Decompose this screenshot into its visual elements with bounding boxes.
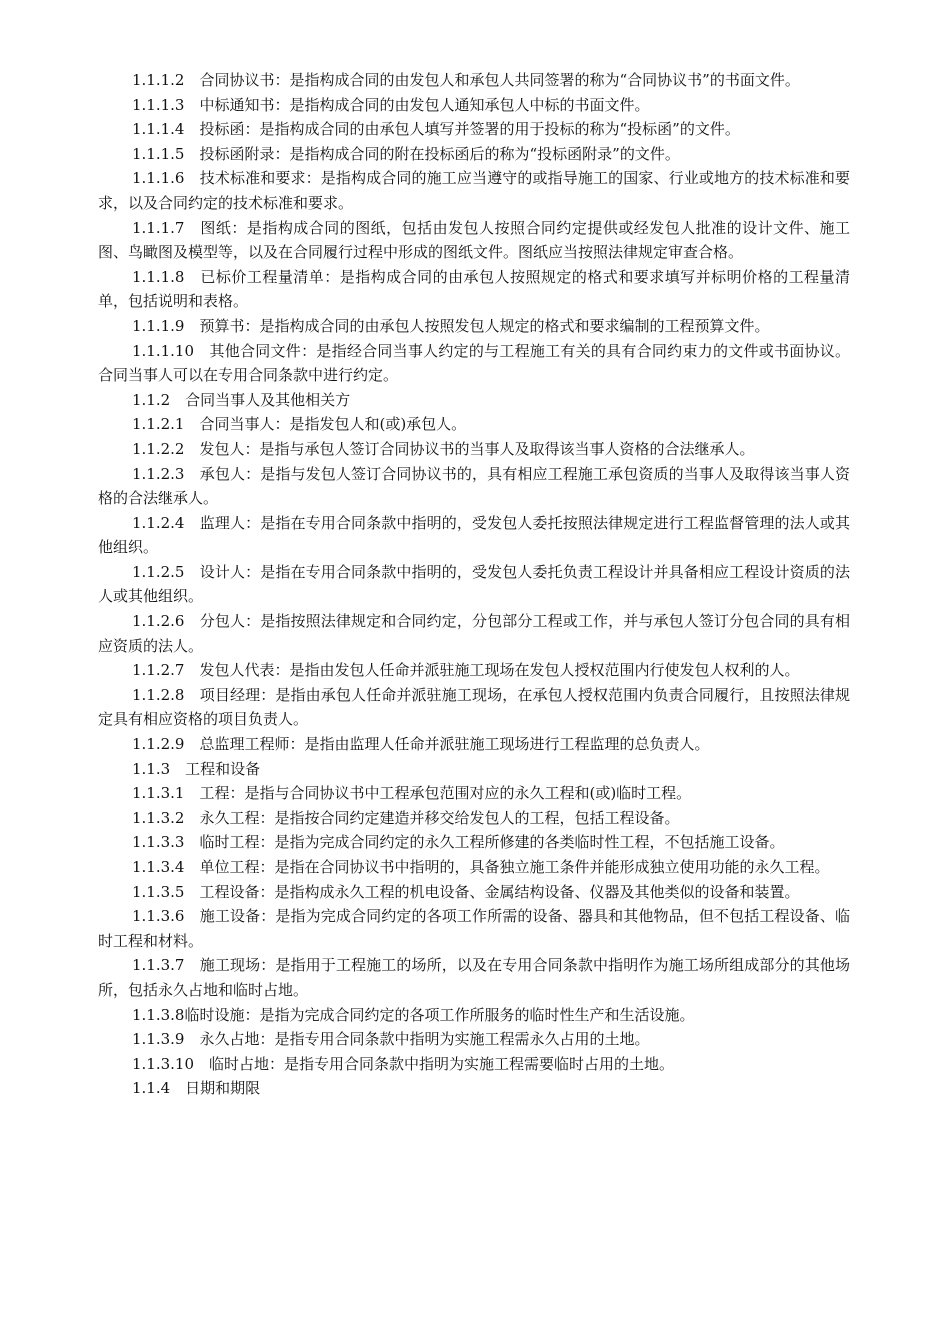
clause-1-1-3-1: 1.1.3.1 工程：是指与合同协议书中工程承包范围对应的永久工程和(或)临时工程。 [132, 784, 692, 803]
clause-1-1-2-7: 1.1.2.7 发包人代表：是指由发包人任命并派驻施工现场在发包人授权范围内行使发包人权利的人。 [132, 661, 800, 680]
clause-1-1-2-5: 1.1.2.5 设计人：是指在专用合同条款中指明的，受发包人委托负责工程设计并具备相应工程设计资质的法人或其他组织。 [98, 562, 850, 606]
clause-1-1-2-3: 1.1.2.3 承包人：是指与发包人签订合同协议书的，具有相应工程施工承包资质的当事人及取得该当事人资格的合法继承人。 [98, 464, 850, 508]
clause-1-1-3-9: 1.1.3.9 永久占地：是指专用合同条款中指明为实施工程需永久占用的土地。 [132, 1030, 650, 1049]
clause-1-1-1-9: 1.1.1.9 预算书：是指构成合同的由承包人按照发包人规定的格式和要求编制的工程预算文件。 [132, 316, 770, 335]
clause-1-1-3-5: 1.1.3.5 工程设备：是指构成永久工程的机电设备、金属结构设备、仪器及其他类似的设备和装置。 [132, 882, 800, 901]
clause-1-1-3-2: 1.1.3.2 永久工程：是指按合同约定建造并移交给发包人的工程，包括工程设备。 [132, 808, 680, 827]
clause-1-1-1-4: 1.1.1.4 投标函：是指构成合同的由承包人填写并签署的用于投标的称为“投标函”的文件。 [132, 120, 740, 139]
clause-1-1-2-2: 1.1.2.2 发包人：是指与承包人签订合同协议书的当事人及取得该当事人资格的合法继承人。 [132, 439, 755, 458]
section-heading-1-1-2: 1.1.2 合同当事人及其他相关方 [132, 390, 351, 409]
clause-1-1-1-10: 1.1.1.10 其他合同文件：是指经合同当事人约定的与工程施工有关的具有合同约束力的文件或书面协议。合同当事人可以在专用合同条款中进行约定。 [98, 341, 850, 385]
clause-1-1-2-4: 1.1.2.4 监理人：是指在专用合同条款中指明的，受发包人委托按照法律规定进行工程监督管理的法人或其他组织。 [98, 513, 850, 557]
clause-1-1-3-10: 1.1.3.10 临时占地：是指专用合同条款中指明为实施工程需要临时占用的土地。 [132, 1054, 675, 1073]
clause-1-1-1-8: 1.1.1.8 已标价工程量清单：是指构成合同的由承包人按照规定的格式和要求填写并标明价格的工程量清单，包括说明和表格。 [98, 267, 850, 311]
document-page [98, 68, 850, 1101]
clause-1-1-1-7: 1.1.1.7 图纸：是指构成合同的图纸，包括由发包人按照合同约定提供或经发包人批准的设计文件、施工图、鸟瞰图及模型等，以及在合同履行过程中形成的图纸文件。图纸应当按照法律规定审查合格。 [98, 218, 850, 262]
section-heading-1-1-3: 1.1.3 工程和设备 [132, 759, 261, 778]
clause-1-1-3-3: 1.1.3.3 临时工程：是指为完成合同约定的永久工程所修建的各类临时性工程，不包括施工设备。 [132, 833, 785, 852]
clause-1-1-1-6: 1.1.1.6 技术标准和要求：是指构成合同的施工应当遵守的或指导施工的国家、行业或地方的技术标准和要求，以及合同约定的技术标准和要求。 [98, 169, 850, 212]
clause-1-1-1-3: 1.1.1.3 中标通知书：是指构成合同的由发包人通知承包人中标的书面文件。 [132, 95, 650, 114]
clause-1-1-2-6: 1.1.2.6 分包人：是指按照法律规定和合同约定，分包部分工程或工作，并与承包人签订分包合同的具有相应资质的法人。 [98, 612, 850, 655]
clause-1-1-2-1: 1.1.2.1 合同当事人：是指发包人和(或)承包人。 [132, 415, 467, 434]
clause-1-1-3-8: 1.1.3.8临时设施：是指为完成合同约定的各项工作所服务的临时性生产和生活设施。 [132, 1005, 695, 1024]
clause-1-1-1-2: 1.1.1.2 合同协议书：是指构成合同的由发包人和承包人共同签署的称为“合同协议书”的书面文件。 [132, 71, 800, 89]
clause-1-1-3-7: 1.1.3.7 施工现场：是指用于工程施工的场所，以及在专用合同条款中指明作为施工场所组成部分的其他场所，包括永久占地和临时占地。 [98, 956, 850, 999]
clause-1-1-1-5: 1.1.1.5 投标函附录：是指构成合同的附在投标函后的称为“投标函附录”的文件。 [132, 144, 680, 163]
clause-1-1-2-8: 1.1.2.8 项目经理：是指由承包人任命并派驻施工现场，在承包人授权范围内负责合同履行，且按照法律规定具有相应资格的项目负责人。 [98, 685, 850, 729]
section-heading-1-1-4: 1.1.4 日期和期限 [132, 1079, 261, 1098]
clause-1-1-2-9: 1.1.2.9 总监理工程师：是指由监理人任命并派驻施工现场进行工程监理的总负责人。 [132, 735, 710, 754]
clause-1-1-3-6: 1.1.3.6 施工设备：是指为完成合同约定的各项工作所需的设备、器具和其他物品，但不包括工程设备、临时工程和材料。 [98, 907, 850, 950]
clause-1-1-3-4: 1.1.3.4 单位工程：是指在合同协议书中指明的，具备独立施工条件并能形成独立使用功能的永久工程。 [132, 858, 830, 876]
